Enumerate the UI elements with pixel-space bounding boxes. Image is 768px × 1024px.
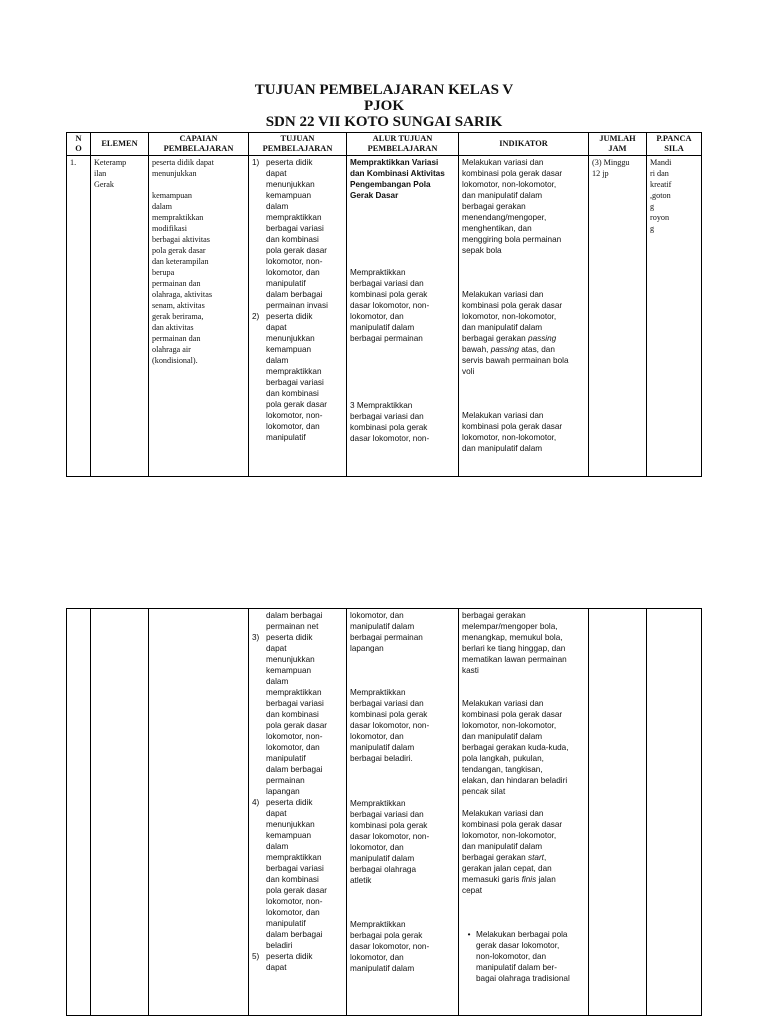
cell-alur: [347, 156, 459, 477]
cell-no: 1.: [67, 156, 91, 477]
document-title: [0, 82, 768, 130]
header-tujuan: TUJUAN PEMBELAJARAN: [249, 133, 347, 156]
indikator-bullet-item: • Melakukan berbagai pola gerak dasar lokomotor, non-lokomotor, dan manipulatif dalam ber- bagai olahraga tradisional: [462, 929, 585, 984]
header-indikator: INDIKATOR: [459, 133, 589, 156]
cell-capaian: [149, 609, 249, 1016]
cell-indikator: [459, 609, 589, 1016]
tujuan-item: 2) peserta didik dapat menunjukkan kemampuan dalam mempraktikkan berbagai variasi dan kombinasi pola gerak dasar lokomotor, non- lokomotor, dan manipulatif: [252, 312, 327, 442]
table-row: [67, 156, 702, 477]
indikator-item: Melakukan variasi dan kombinasi pola gerak dasar lokomotor, non-lokomotor, dan manipulatif dalam berbagai gerakan start, gerakan jalan cepat, dan memasuki garis finis jalan cepat: [462, 809, 563, 895]
header-pancasila: P.PANCA SILA: [647, 133, 702, 156]
tujuan-item: 1) peserta didik dapat menunjukkan kemampuan dalam mempraktikkan berbagai variasi dan kombinasi pola gerak dasar lokomotor, non- lokomotor, dan manipulatif dalam berbagai permainan invasi: [252, 158, 328, 310]
table-header-row: [67, 133, 702, 156]
header-no: N O: [67, 133, 91, 156]
cell-tujuan: [249, 156, 347, 477]
indikator-item: Melakukan variasi dan kombinasi pola gerak dasar lokomotor, non-lokomotor, dan manipulatif dalam berbagai gerakan menendang/mengoper, menghentikan, dan menggiring bola permainan sepak bola: [462, 158, 563, 255]
alur-item: lokomotor, dan manipulatif dalam berbagai permainan lapangan: [350, 611, 423, 653]
tujuan-item: 3) peserta didik dapat menunjukkan kemampuan dalam mempraktikkan berbagai variasi dan kombinasi pola gerak dasar lokomotor, non- lokomotor, dan manipulatif dalam berbagai permainan lapangan: [252, 633, 327, 796]
alur-item: Mempraktikkan berbagai variasi dan kombinasi pola gerak dasar lokomotor, non- lokomotor, dan manipulatif dalam berbagai olahraga atletik: [350, 799, 430, 885]
cell-jam: [589, 609, 647, 1016]
alur-item: 3 Mempraktikkan berbagai variasi dan kombinasi pola gerak dasar lokomotor, non-: [350, 401, 430, 443]
cell-elemen: Keteramp ilan Gerak: [91, 156, 149, 477]
tujuan-item: 4) peserta didik dapat menunjukkan kemampuan dalam mempraktikkan berbagai variasi dan kombinasi pola gerak dasar lokomotor, non- lokomotor, dan manipulatif dalam berbagai beladiri: [252, 798, 327, 950]
table-row: [67, 609, 702, 1016]
alur-item: Mempraktikkan berbagai variasi dan kombinasi pola gerak dasar lokomotor, non- lokomotor, dan manipulatif dalam berbagai beladiri.: [350, 688, 430, 763]
cell-indikator: [459, 156, 589, 477]
title-line-2: PJOK: [364, 98, 404, 114]
indikator-item: Melakukan variasi dan kombinasi pola gerak dasar lokomotor, non-lokomotor, dan manipulatif dalam berbagai gerakan kuda-kuda, pola langkah, pukulan, tendangan, tangkisan, elakan, dan hindaran beladiri pencak silat: [462, 699, 569, 796]
alur-item: Mempraktikkan berbagai pola gerak dasar lokomotor, non- lokomotor, dan manipulatif dalam: [350, 920, 430, 973]
cell-pancasila: Mandi ri dan kreatif ,goton g royon g: [647, 156, 702, 477]
alur-item: Mempraktikkan berbagai variasi dan kombinasi pola gerak dasar lokomotor, non- lokomotor, dan manipulatif dalam berbagai permainan: [350, 268, 430, 343]
bullet-icon: •: [467, 930, 471, 939]
cell-alur: [347, 609, 459, 1016]
cell-no: [67, 609, 91, 1016]
tujuan-item: dalam berbagai permainan net: [266, 611, 323, 631]
header-elemen: ELEMEN: [91, 133, 149, 156]
cell-pancasila: [647, 609, 702, 1016]
cell-tujuan: [249, 609, 347, 1016]
alur-heading: Mempraktikkan Variasi dan Kombinasi Aktivitas Pengembangan Pola Gerak Dasar: [350, 158, 445, 200]
cell-elemen: [91, 609, 149, 1016]
learning-objectives-table-continued: [66, 608, 702, 1016]
indikator-item: berbagai gerakan melempar/mengoper bola, menangkap, memukul bola, berlari ke tiang hinggap, dan mematikan lawan permainan kasti: [462, 611, 567, 675]
title-line-3: SDN 22 VII KOTO SUNGAI SARIK: [265, 114, 503, 130]
indikator-item: Melakukan variasi dan kombinasi pola gerak dasar lokomotor, non-lokomotor, dan manipulatif dalam berbagai gerakan passing bawah, passing atas, dan servis bawah permainan bola voli: [462, 290, 569, 376]
cell-capaian: peserta didik dapat menunjukkan kemampuan dalam mempraktikkan modifikasi berbagai aktivitas pola gerak dasar dan keterampilan berupa permainan dan olahraga, aktivitas senam, aktivitas gerak berirama, dan aktivitas permainan dan olahraga air (kondisional).: [149, 156, 249, 477]
indikator-item: Melakukan variasi dan kombinasi pola gerak dasar lokomotor, non-lokomotor, dan manipulatif dalam: [462, 411, 563, 453]
cell-jam: (3) Minggu 12 jp: [589, 156, 647, 477]
header-capaian: CAPAIAN PEMBELAJARAN: [149, 133, 249, 156]
learning-objectives-table: [66, 132, 702, 477]
header-jam: JUMLAH JAM: [589, 133, 647, 156]
header-alur: ALUR TUJUAN PEMBELAJARAN: [347, 133, 459, 156]
title-line-1: TUJUAN PEMBELAJARAN KELAS V: [254, 82, 514, 98]
tujuan-item: 5) peserta didik dapat: [252, 952, 313, 972]
